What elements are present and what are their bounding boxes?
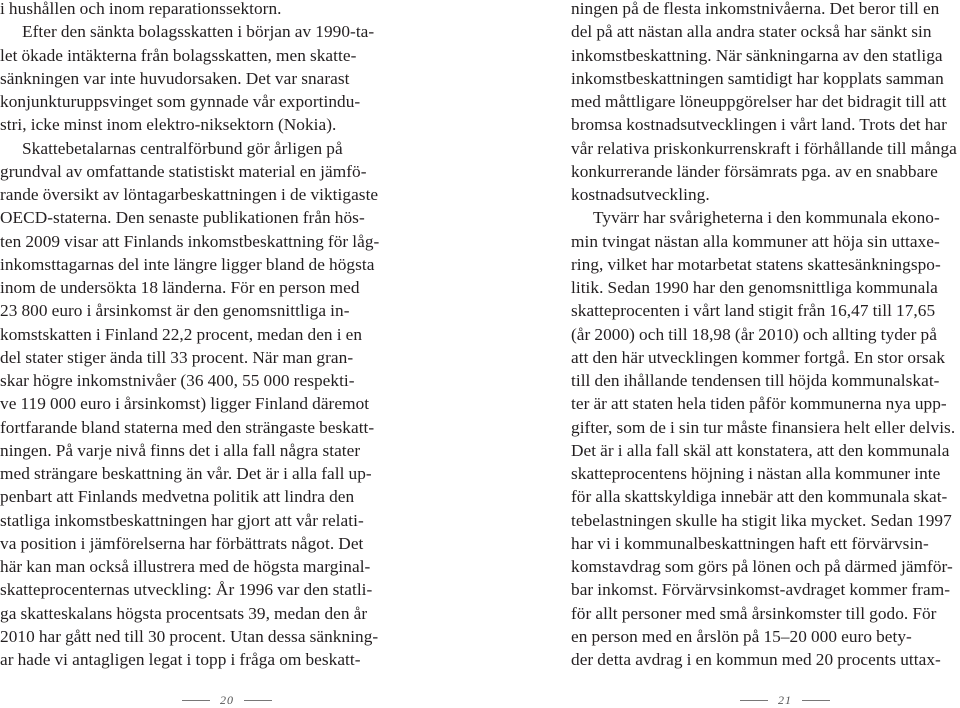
left-page-text	[0, 0, 379, 671]
text-line: har vi i kommunalbeskattningen haft ett förvärvsin-	[571, 533, 929, 553]
text-line: (år 2000) och till 18,98 (år 2010) och allting tyder på	[571, 324, 937, 344]
text-line: konjunkturuppsvinget som gynnade vår exportindu-	[0, 92, 361, 111]
text-line: bar inkomst. Förvärvsinkomst-avdraget kommer fram-	[571, 580, 950, 600]
text-line: med strängare beskattning än vår. Det är i alla fall up-	[0, 464, 372, 483]
text-line: bromsa kostnadsutvecklingen i vårt land. Trots det har	[571, 115, 947, 135]
text-line: komstskatten i Finland 22,2 procent, medan den i en	[0, 324, 363, 344]
text-line: stri, icke minst inom elektro-niksektorn (Nokia).	[0, 115, 337, 135]
folio-rule	[244, 700, 272, 701]
page-number: 21	[778, 693, 792, 707]
page-number-left	[172, 693, 282, 708]
text-line: här kan man också illustrera med de högsta marginal-	[0, 557, 371, 576]
text-line: Det är i alla fall skäl att konstatera, att den kommunala	[571, 440, 950, 460]
folio-rule	[802, 700, 830, 701]
text-line: komstavdrag som görs på lönen och på därmed jämför-	[571, 557, 953, 576]
text-line: inkomsttagarnas del inte längre ligger bland de högsta	[0, 254, 375, 274]
text-line: Efter den sänkta bolagsskatten i början av 1990-ta-	[22, 22, 375, 42]
text-line: ar hade vi antagligen legat i topp i fråga om beskatt-	[0, 650, 361, 669]
text-line: för alla skattskyldiga innebär att den kommunala skat-	[571, 487, 948, 507]
text-line: rande översikt av löntagarbeskattningen i de viktigaste	[0, 185, 379, 204]
text-line: vår relativa priskonkurrenskraft i förhållande till många	[571, 138, 957, 158]
page-number: 20	[220, 693, 234, 707]
text-line: gifter, som de i sin tur måste finansiera helt eller delvis.	[571, 417, 956, 437]
text-line: ningen på de flesta inkomstnivåerna. Det beror till en	[571, 0, 940, 18]
text-line: del på att nästan alla andra stater också har sänkt sin	[571, 22, 932, 42]
text-line: ve 119 000 euro i årsinkomst) ligger Finland däremot	[0, 394, 370, 414]
text-line: litik. Sedan 1990 har den genomsnittliga kommunala	[571, 278, 938, 297]
text-line: min tvingat nästan alla kommuner att höja sin uttaxe-	[571, 231, 940, 251]
text-line: ten 2009 visar att Finlands inkomstbeskattning för låg-	[0, 231, 380, 251]
text-line: 2010 har gått ned till 30 procent. Utan dessa sänkning-	[0, 626, 379, 646]
text-line: till den ihållande tendensen till höjda kommunalskat-	[571, 371, 940, 390]
text-line: Tyvärr har svårigheterna i den kommunala ekono-	[593, 208, 940, 228]
text-line: Skattebetalarnas centralförbund gör årligen på	[22, 138, 343, 158]
text-line: OECD-staterna. Den senaste publikationen från hös-	[0, 208, 365, 228]
text-line: ningen. På varje nivå finns det i alla fall några stater	[0, 440, 361, 460]
text-line: grundval av omfattande statistiskt material en jämfö-	[0, 161, 367, 181]
text-line: ring, vilket har motarbetat statens skattesänkningspo-	[571, 254, 941, 274]
text-line: va position i jämförelserna har förbättrats något. Det	[0, 533, 364, 553]
text-line: ter är att staten hela tiden påför kommunerna nya upp-	[571, 394, 947, 414]
text-line: statliga inkomstbeskattningen har gjort att vår relati-	[0, 510, 364, 530]
text-line: tebelastningen skulle ha stigit lika mycket. Sedan 1997	[571, 510, 952, 530]
text-line: penbart att Finlands medvetna politik att lindra den	[0, 487, 355, 507]
text-line: med måttligare löneuppgörelser har det bidragit till att	[571, 92, 947, 111]
page-number-right	[730, 693, 840, 708]
folio-rule	[182, 700, 210, 701]
text-line: skatteprocentens höjning i nästan alla kommuner inte	[571, 464, 941, 483]
text-line: skatteprocenten i vårt land stigit från 16,47 till 17,65	[571, 301, 936, 321]
text-line: skar högre inkomstnivåer (36 400, 55 000 respekti-	[0, 371, 355, 390]
text-line: en person med en årslön på 15–20 000 euro bety-	[571, 626, 912, 646]
text-line: inkomstbeskattningen samtidigt har kopplats samman	[571, 68, 944, 88]
text-line: sänkningen var inte huvudorsaken. Det var snarast	[0, 68, 350, 88]
text-line: del stater stiger ända till 33 procent. När man gran-	[0, 347, 354, 367]
folio-rule	[740, 700, 768, 701]
text-line: konkurrerande länder försämrats pga. av en snabbare	[571, 161, 938, 181]
text-line: skatteprocenternas utveckling: År 1996 var den statli-	[0, 580, 373, 600]
text-line: ga skatteskalans högsta procentsats 39, medan den år	[0, 603, 368, 623]
text-line: i hushållen och inom reparationssektorn.	[0, 0, 282, 18]
text-line: der detta avdrag i en kommun med 20 procents uttax-	[571, 650, 941, 669]
text-line: kostnadsutveckling.	[571, 185, 710, 204]
text-line: 23 800 euro i årsinkomst är den genomsnittliga in-	[0, 301, 350, 321]
text-line: för allt personer med små årsinkomster till godo. För	[571, 603, 937, 623]
text-line: inkomstbeskattning. När sänkningarna av den statliga	[571, 45, 943, 65]
text-line: fortfarande bland staterna med den strängaste beskatt-	[0, 417, 375, 437]
right-page-text	[571, 0, 957, 671]
text-line: inom de undersökta 18 länderna. För en person med	[0, 278, 360, 297]
text-line: let ökade intäkterna från bolagsskatten, men skatte-	[0, 45, 357, 65]
text-line: att den här utvecklingen kommer fortgå. En stor orsak	[571, 347, 946, 367]
